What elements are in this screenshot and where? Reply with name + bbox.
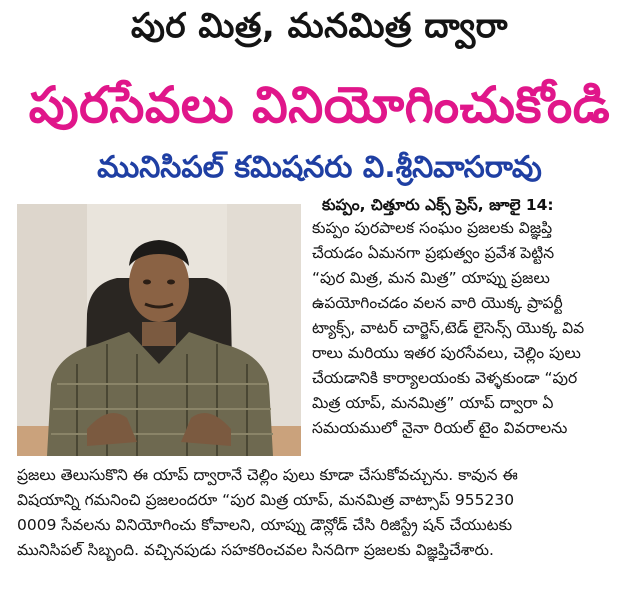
dateline: కుప్పం, చిత్తూరు ఎక్స్ ప్రెస్, జూలై 14:: [322, 196, 554, 214]
headline-primary: పుర మిత్ర, మనమిత్ర ద్వారా: [131, 6, 508, 46]
body-line: ట్యాక్స్, వాటర్ చార్జెస్,టెడ్ లైసెన్స్ యొక్క వివ: [312, 319, 585, 337]
body-line: చేయడం ఏమనగా ప్రభుత్వం ప్రవేశ పెట్టిన: [312, 244, 555, 262]
body-line: ఉపయోగించడం వలన వారి యొక్క ప్రాపర్టీ: [312, 294, 563, 312]
body-line: మిత్ర యాప్, మనమిత్ర” యాప్ ద్వారా ఏ: [312, 394, 554, 412]
body-line: చేయడానికి కార్యాలయంకు వెళ్ళకుండా “పుర: [312, 369, 578, 387]
body-line: సమయములో నైనా రియల్ టైం వివరాలను: [312, 419, 568, 437]
body-line: “పుర మిత్ర, మన మిత్ర” యాప్ను ప్రజలు: [312, 269, 550, 287]
headline-main: పురసేవలు వినియోగించుకోండి: [28, 76, 611, 134]
body-line: రాలు మరియు ఇతర పురసేవలు, చెల్లిం పులు: [312, 344, 581, 362]
body-line: మునిసిపల్ సిబ్బంది. వచ్చినపుడు సహకరించవల సినదిగా ప్రజలకు విజ్ఞప్తిచేశారు.: [17, 541, 494, 559]
body-line: 0009 సేవలను వినియోగించు కోవాలని, యాప్ను డౌన్లోడ్ చేసి రిజిస్ట్రే షన్ చేయుటకు: [17, 516, 513, 534]
body-line: కుప్పం పురపాలక సంఘం ప్రజలకు విజ్ఞప్తి: [312, 219, 553, 237]
body-line: ప్రజలు తెలుసుకొని ఈ యాప్ ద్వారానే చెల్లిం పులు కూడా చేసుకోవచ్చును. కావున ఈ: [17, 466, 518, 484]
commissioner-photo: [17, 204, 301, 456]
subheadline-commissioner: మునిసిపల్ కమిషనరు వి.శ్రీనివాసరావు: [97, 150, 542, 185]
body-line: విషయాన్ని గమనించి ప్రజలందరూ “పుర మిత్ర యాప్, మనమిత్ర వాట్సాప్ 955230: [17, 491, 515, 509]
